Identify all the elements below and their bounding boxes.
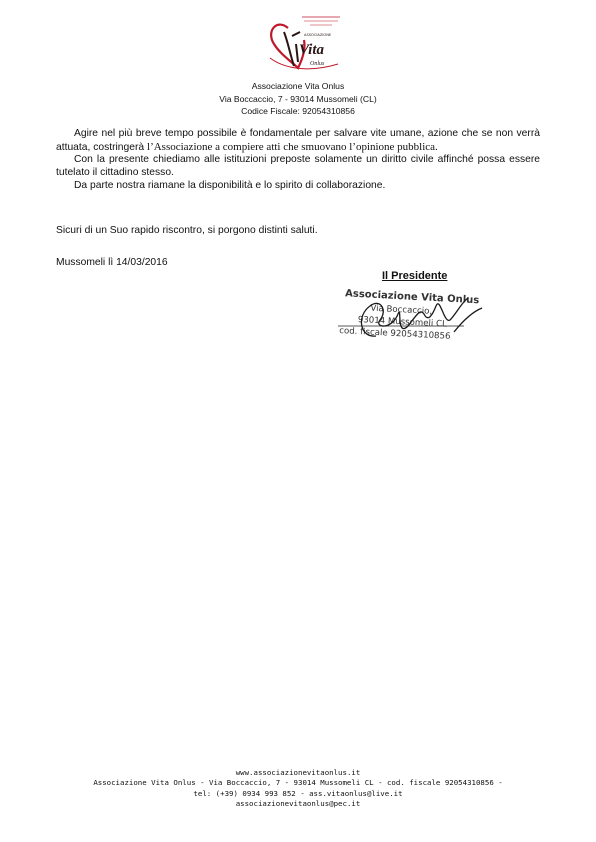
footer-contacts: tel: (+39) 0934 993 852 - ass.vitaonlus@live.it <box>193 788 403 798</box>
logo-subtext: Onlus <box>310 61 325 67</box>
stamp-line-3: 93014 Mussomeli CL <box>357 314 448 330</box>
closing-salutation: Sicuri di un Suo rapido riscontro, si porgono distinti saluti. <box>56 225 318 236</box>
logo-swoosh-shape <box>270 58 338 69</box>
letter-body <box>56 128 540 193</box>
place-date: Mussomeli lì 14/03/2016 <box>56 257 168 268</box>
letterhead <box>0 80 596 118</box>
president-title: Il Presidente <box>382 270 448 282</box>
logo-small-text: ASSOCIAZIONE <box>304 33 332 37</box>
footer-pec: associazionevitaonlus@pec.it <box>235 798 361 808</box>
paragraph-1-part-b: l’Associazione a compiere atti che smuovano l’opinione pubblica. <box>147 140 438 153</box>
page-footer <box>0 768 596 809</box>
association-name: Associazione Vita Onlus <box>251 81 345 91</box>
paragraph-2: Con la presente chiediamo alle istituzioni preposte solamente un diritto civile affinché possa essere tutelato il cittadino stesso. <box>56 154 540 179</box>
stamp-line-4: cod. fiscale 92054310856 <box>338 326 451 342</box>
association-logo <box>262 14 344 74</box>
paragraph-3: Da parte nostra riamane la disponibilità e lo spirito di collaborazione. <box>74 179 386 191</box>
association-tax-code: Codice Fiscale: 92054310856 <box>241 106 355 117</box>
logo-figure-shape <box>284 32 300 66</box>
paragraph-1-part-a: Agire nel più breve tempo possibile è fondamentale per salvare vite umane, azione che se non verrà attuata, costringerà <box>56 128 540 153</box>
footer-website: www.associazionevitaonlus.it <box>235 768 361 777</box>
footer-address: Associazione Vita Onlus - Via Boccaccio, 7 - 93014 Mussomeli CL - cod. fiscale 92054310856 - <box>93 778 503 788</box>
association-address: Via Boccaccio, 7 - 93014 Mussomeli (CL) <box>219 93 377 104</box>
logo-text: Vita <box>299 42 325 58</box>
stamp-line-2: Via Boccaccio, <box>370 303 433 317</box>
signature-stamp <box>336 286 496 350</box>
stamp-line-1: Associazione Vita Onlus <box>344 288 480 307</box>
paragraph-1 <box>56 128 540 154</box>
